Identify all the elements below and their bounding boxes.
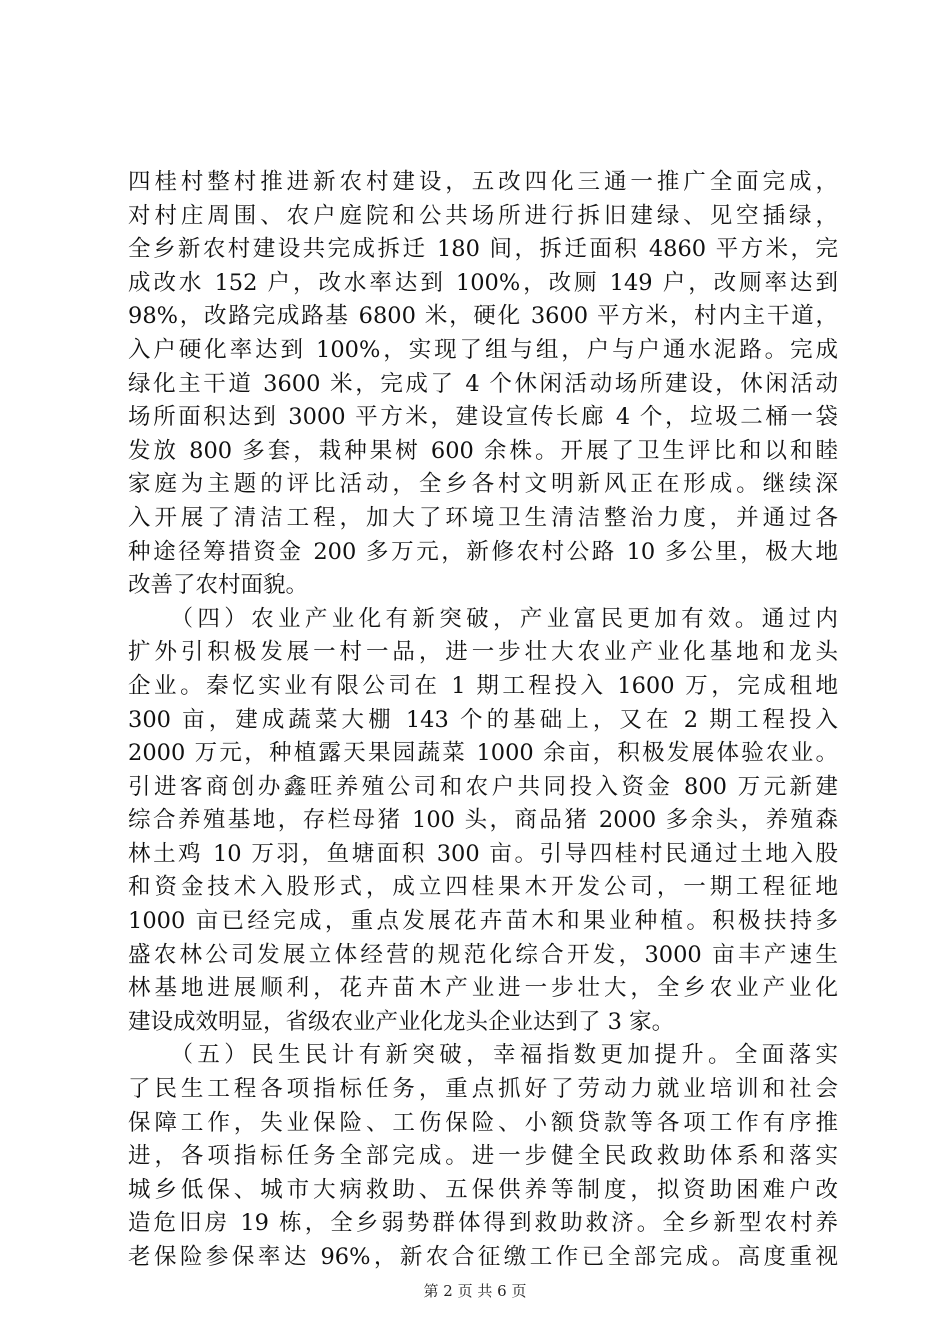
text-line: 四桂村整村推进新农村建设，五改四化三通一推广全面完成， xyxy=(128,169,838,195)
text-line: 对村庄周围、农户庭院和公共场所进行拆旧建绿、见空插绿， xyxy=(128,202,838,229)
text-line: 改善了农村面貌。 xyxy=(128,572,309,599)
text-line: 保障工作，失业保险、工伤保险、小额贷款等各项工作有序推 xyxy=(128,1109,838,1136)
text-line: 进，各项指标任务全部完成。进一步健全民政救助体系和落实 xyxy=(128,1143,838,1170)
text-line: 家庭为主题的评比活动，全乡各村文明新风正在形成。继续深 xyxy=(128,471,838,498)
text-line: 造危旧房 19 栋，全乡弱势群体得到救助救济。全乡新型农村养 xyxy=(128,1210,838,1237)
text-line: 绿化主干道 3600 米，完成了 4 个休闲活动场所建设，休闲活动 xyxy=(128,370,838,397)
text-line: 林土鸡 10 万羽，鱼塘面积 300 亩。引导四桂村民通过土地入股 xyxy=(128,840,838,867)
text-line: 和资金技术入股形式，成立四桂果木开发公司，一期工程征地 xyxy=(128,874,838,901)
text-line: 种途径筹措资金 200 多万元，新修农村公路 10 多公里，极大地 xyxy=(128,538,838,565)
text-line: 场所面积达到 3000 平方米，建设宣传长廊 4 个，垃圾二桶一袋 xyxy=(128,404,838,431)
text-line: 综合养殖基地，存栏母猪 100 头，商品猪 2000 多余头，养殖森 xyxy=(128,807,838,834)
text-line: 林基地进展顺利，花卉苗木产业进一步壮大，全乡农业产业化 xyxy=(128,975,838,1002)
document-body xyxy=(128,166,838,1275)
text-line: 企业。秦忆实业有限公司在 1 期工程投入 1600 万，完成租地 xyxy=(128,672,838,699)
text-line: 入户硬化率达到 100%，实现了组与组，户与户通水泥路。完成 xyxy=(128,336,838,363)
text-line: 成改水 152 户，改水率达到 100%，改厕 149 户，改厕率达到 xyxy=(128,269,838,296)
text-line: （五）民生民计有新突破，幸福指数更加提升。全面落实 xyxy=(128,1042,838,1069)
text-line: 老保险参保率达 96%，新农合征缴工作已全部完成。高度重视 xyxy=(128,1244,838,1270)
page-footer: 第 2 页 共 6 页 xyxy=(423,1282,527,1300)
text-line: 了民生工程各项指标任务，重点抓好了劳动力就业培训和社会 xyxy=(128,1076,838,1103)
text-line: 300 亩，建成蔬菜大棚 143 个的基础上，又在 2 期工程投入 xyxy=(128,706,838,733)
text-line: 扩外引积极发展一村一品，进一步壮大农业产业化基地和龙头 xyxy=(128,639,838,666)
text-line: 发放 800 多套，栽种果树 600 余株。开展了卫生评比和以和睦 xyxy=(128,437,838,464)
text-line: 建设成效明显，省级农业产业化龙头企业达到了 3 家。 xyxy=(128,1008,675,1035)
text-line: 全乡新农村建设共完成拆迁 180 间，拆迁面积 4860 平方米，完 xyxy=(128,236,838,263)
text-line: 盛农林公司发展立体经营的规范化综合开发，3000 亩丰产速生 xyxy=(128,941,838,968)
text-line: 入开展了清洁工程，加大了环境卫生清洁整治力度，并通过各 xyxy=(128,504,838,531)
text-line: 城乡低保、城市大病救助、五保供养等制度，拟资助困难户改 xyxy=(128,1176,838,1203)
text-line: 1000 亩已经完成，重点发展花卉苗木和果业种植。积极扶持多 xyxy=(128,908,838,935)
text-line: 2000 万元，种植露天果园蔬菜 1000 余亩，积极发展体验农业。 xyxy=(128,740,838,767)
text-line: 引进客商创办鑫旺养殖公司和农户共同投入资金 800 万元新建 xyxy=(128,773,838,800)
text-line: 98%，改路完成路基 6800 米，硬化 3600 平方米，村内主干道， xyxy=(128,303,838,330)
text-line: （四）农业产业化有新突破，产业富民更加有效。通过内 xyxy=(128,605,838,632)
